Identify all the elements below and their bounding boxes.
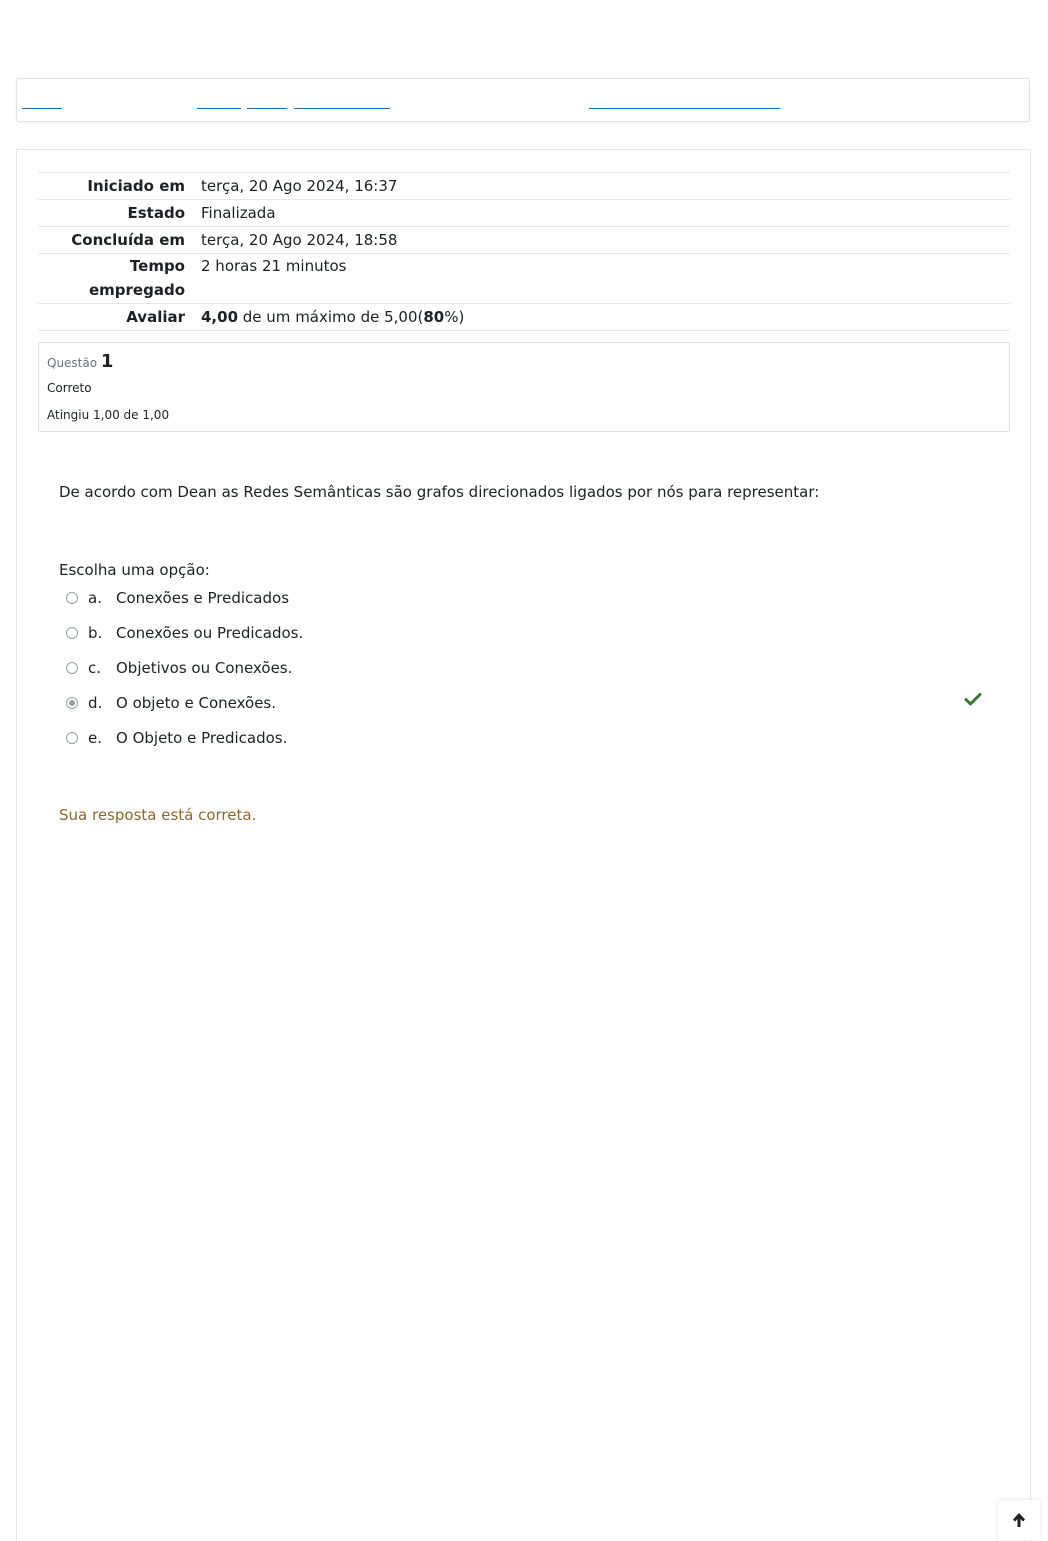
back-to-top-button[interactable]: [998, 1500, 1040, 1540]
time-label: Tempo empregado: [88, 257, 185, 299]
option-letter: b.: [88, 624, 103, 642]
answer-option-a[interactable]: [66, 587, 289, 609]
check-icon: [964, 690, 982, 708]
summary-row-completed: [38, 227, 1010, 254]
radio-a[interactable]: [66, 592, 78, 604]
completed-label: Concluída em: [71, 231, 185, 249]
started-value: terça, 20 Ago 2024, 16:37: [201, 177, 398, 195]
answer-prompt: Escolha uma opção:: [59, 561, 210, 579]
grade-mid: de um máximo de 5,00(: [238, 308, 424, 326]
question-number: [47, 351, 113, 372]
question-label: Questão: [47, 356, 98, 370]
feedback-text: Sua resposta está correta.: [59, 806, 257, 824]
radio-e[interactable]: [66, 732, 78, 744]
option-text: Objetivos ou Conexões.: [116, 659, 293, 677]
breadcrumb-nav: [16, 78, 1030, 122]
option-letter: a.: [88, 589, 102, 607]
answer-option-c[interactable]: [66, 657, 292, 679]
summary-row-state: [38, 200, 1010, 227]
arrow-up-icon: [1012, 1512, 1026, 1528]
option-text: O objeto e Conexões.: [116, 694, 277, 712]
answer-option-b[interactable]: [66, 622, 303, 644]
completed-value: terça, 20 Ago 2024, 18:58: [201, 231, 398, 249]
breadcrumb-link-3[interactable]: [247, 108, 287, 109]
radio-c[interactable]: [66, 662, 78, 674]
summary-row-grade: [38, 304, 1010, 331]
breadcrumb-link-1[interactable]: [22, 108, 62, 109]
grade-value: [201, 304, 1010, 330]
answer-option-d[interactable]: [66, 692, 276, 714]
grade-label: Avaliar: [126, 308, 185, 326]
started-label: Iniciado em: [87, 177, 185, 195]
state-value: Finalizada: [201, 204, 276, 222]
option-letter: e.: [88, 729, 102, 747]
option-letter: d.: [88, 694, 103, 712]
answer-option-e[interactable]: [66, 727, 287, 749]
question-mark: Atingiu 1,00 de 1,00: [47, 408, 170, 422]
breadcrumb-link-4[interactable]: [294, 108, 390, 109]
attempt-summary-table: [38, 172, 1010, 331]
question-state: Correto: [47, 381, 92, 395]
breadcrumb-link-5[interactable]: [589, 108, 780, 109]
question-info-box: [38, 342, 1010, 432]
state-label: Estado: [127, 204, 185, 222]
grade-percent: 80: [423, 308, 445, 326]
grade-score: 4,00: [201, 308, 239, 326]
option-text: Conexões ou Predicados.: [116, 624, 304, 642]
option-letter: c.: [88, 659, 102, 677]
radio-d-selected[interactable]: [66, 697, 78, 709]
option-text: O Objeto e Predicados.: [116, 729, 288, 747]
summary-row-started: [38, 173, 1010, 200]
option-text: Conexões e Predicados: [116, 589, 290, 607]
question-text: De acordo com Dean as Redes Semânticas são grafos direcionados ligados por nós para representar:: [59, 483, 820, 501]
breadcrumb-link-2[interactable]: [197, 108, 241, 109]
grade-end: %): [444, 308, 465, 326]
question-number-value: 1: [100, 351, 114, 372]
radio-b[interactable]: [66, 627, 78, 639]
time-value: 2 horas 21 minutos: [201, 257, 347, 275]
summary-row-time: [38, 254, 1010, 304]
